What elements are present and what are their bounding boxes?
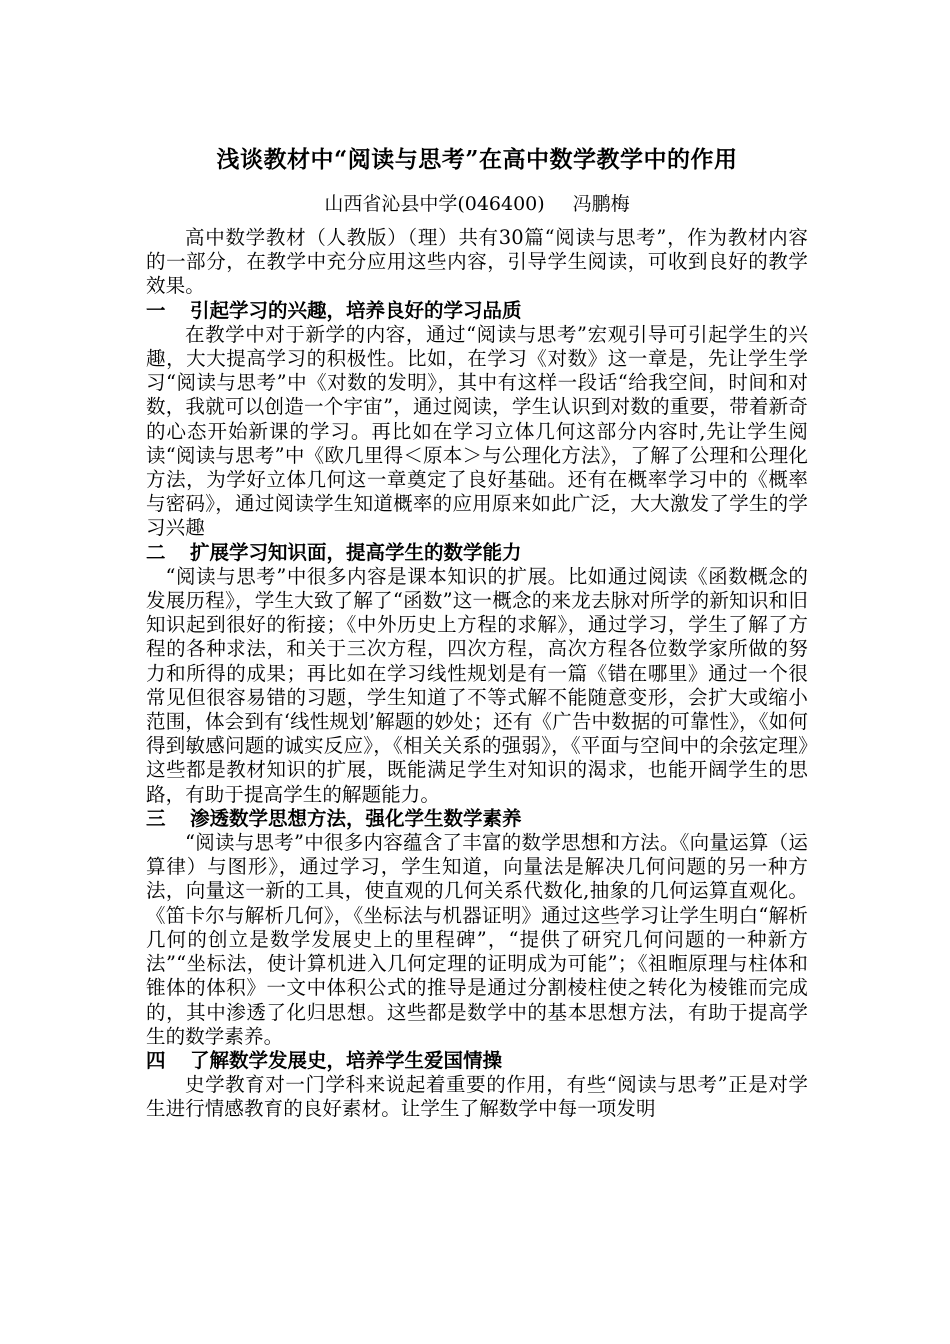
section-body: “阅读与思考”中很多内容是课本知识的扩展。比如通过阅读《函数概念的发展历程》，学生大致了解了“函数”这一概念的来龙去脉对所学的新知识和旧知识起到很好的衔接；《中外历史上方程的求解》，通过学习，学生了解了方程的各种求法，和关于三次方程，四次方程，高次方程各位数学家所做的努力和所得的成果；再比如在学习线性规划是有一篇《错在哪里》通过一个很常见但很容易错的习题，学生知道了不等式解不能随意变形，会扩大或缩小范围，体会到有‘线性规划’解题的妙处；还有《广告中数据的可靠性》，《如何得到敏感问题的诚实反应》，《相关关系的强弱》，《平面与空间中的余弦定理》这些都是教材知识的扩展，既能满足学生对知识的渴求，也能开阔学生的思路，有助于提高学生的解题能力。 — [146, 564, 808, 806]
section-title: 了解数学发展史，培养学生爱国情操 — [190, 1048, 503, 1072]
byline — [146, 190, 808, 218]
intro-paragraph: 高中数学教材（人教版）（理）共有30篇“阅读与思考”，作为教材内容的一部分，在教学中充分应用这些内容，引导学生阅读，可收到良好的教学效果。 — [146, 226, 808, 298]
section-heading — [146, 541, 808, 565]
section-number: 二 — [146, 540, 166, 564]
section-heading — [146, 299, 808, 323]
section-title: 引起学习的兴趣，培养良好的学习品质 — [190, 298, 522, 322]
author-name: 冯鹏梅 — [572, 193, 630, 215]
section-body: 史学教育对一门学科来说起着重要的作用，有些“阅读与思考”正是对学生进行情感教育的良好素材。让学生了解数学中每一项发明 — [146, 1073, 808, 1121]
section-body: 在教学中对于新学的内容，通过“阅读与思考”宏观引导可引起学生的兴趣，大大提高学习的积极性。比如，在学习《对数》这一章是，先让学生学习“阅读与思考”中《对数的发明》，其中有这样一段话“给我空间，时间和对数，我就可以创造一个宇宙”，通过阅读，学生认识到对数的重要，带着新奇的心态开始新课的学习。再比如在学习立体几何这部分内容时,先让学生阅读“阅读与思考”中《欧几里得＜原本＞与公理化方法》，了解了公理和公理化方法，为学好立体几何这一章奠定了良好基础。还有在概率学习中的《概率与密码》，通过阅读学生知道概率的应用原来如此广泛，大大激发了学生的学习兴趣 — [146, 322, 808, 540]
section-title: 扩展学习知识面，提高学生的数学能力 — [190, 540, 522, 564]
section-number: 一 — [146, 298, 166, 322]
section-heading — [146, 807, 808, 831]
section-body: “阅读与思考”中很多内容蕴含了丰富的数学思想和方法。《向量运算（运算律）与图形》，通过学习，学生知道，向量法是解决几何问题的另一种方法，向量这一新的工具，使直观的几何关系代数化,抽象的几何运算直观化。《笛卡尔与解析几何》，《坐标法与机器证明》通过这些学习让学生明白“解析几何的创立是数学发展史上的里程碑”，“提供了研究几何问题的一种新方法”“坐标法，使计算机进入几何定理的证明成为可能”；《祖暅原理与柱体和锥体的体积》一文中体积公式的推导是通过分割棱柱使之转化为棱锥而完成的，其中渗透了化归思想。这些都是数学中的基本思想方法，有助于提高学生的数学素养。 — [146, 831, 808, 1048]
section-number: 三 — [146, 806, 166, 830]
section-heading — [146, 1049, 808, 1073]
section-number: 四 — [146, 1048, 166, 1072]
document-title: 浅谈教材中“阅读与思考”在高中数学教学中的作用 — [216, 146, 738, 173]
section-title: 渗透数学思想方法，强化学生数学素养 — [190, 806, 522, 830]
affiliation: 山西省沁县中学(046400) — [324, 193, 545, 215]
